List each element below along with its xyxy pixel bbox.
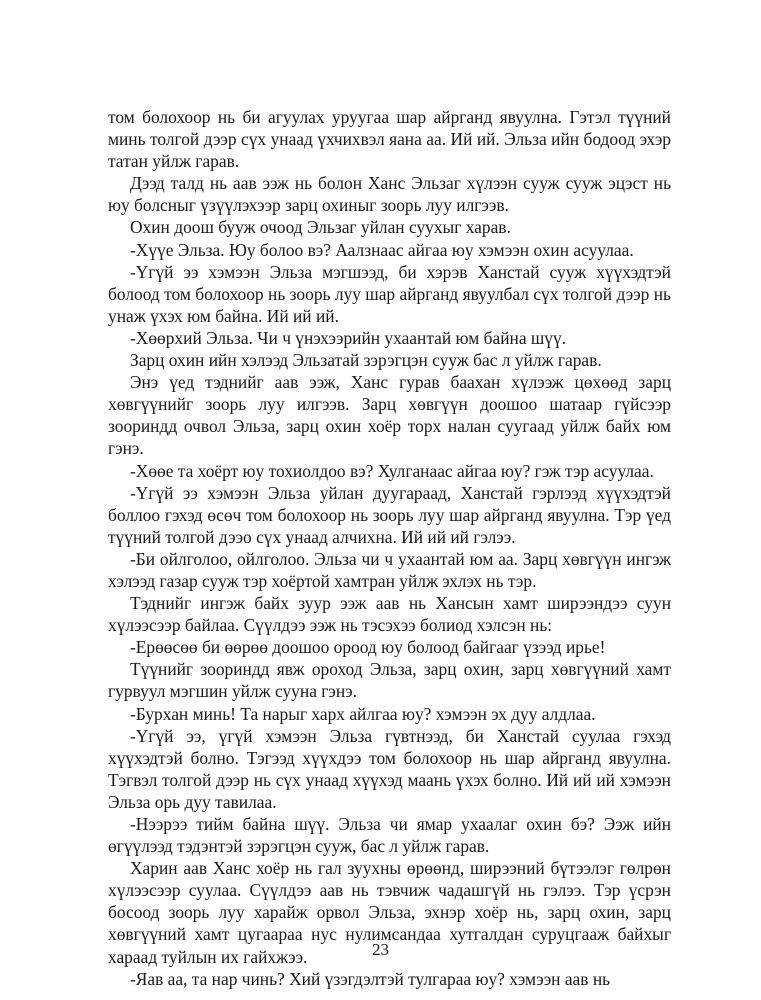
paragraph: -Хөөе та хоёрт юу тохиолдоо вэ? Хулганаас айгаа юу? гэж тэр асуулаа. [130,460,654,481]
paragraph: -Бурхан минь! Та нарыг харх айлгаа юу? хэмээн эх дуу алдлаа. [130,703,596,724]
paragraph: Энэ үед тэднийг аав ээж, Ханс гурав баахан хүлээж цөхөөд зарц хөвгүүнийг зоорь луу илгээв. Зарц хөвгүүн доошоо шатаар гүйсээр зоориндд очвол Эльза, зарц охин хоёр торх налан суугаад уйлж байх юм гэнэ. [108,372,671,459]
paragraph: -Хүүе Эльза. Юу болоо вэ? Аалзнаас айгаа юу хэмээн охин асуулаа. [130,239,634,260]
paragraph: Дээд талд нь аав ээж нь болон Ханс Эльзаг хүлээн сууж сууж эцэст нь юу болсныг үзүүлэхээр зарц охиныг зоорь луу илгээв. [108,173,671,216]
paragraph: Зарц охин ийн хэлээд Эльзатай зэрэгцэн сууж бас л уйлж гарав. [130,350,602,371]
page-number: 23 [372,940,389,959]
paragraph: -Яав аа, та нар чинь? Хий үзэгдэлтэй тулгараа юу? хэмээн аав нь [130,968,611,989]
paragraph: -Би ойлголоо, ойлголоо. Эльза чи ч ухаантай юм аа. Зарц хөвгүүн ингэж хэлээд газар сууж тэр хоёртой хамтран уйлж эхлэх нь тэр. [108,548,671,591]
body-text [108,106,671,990]
paragraph: Охин доош бууж очоод Эльзаг уйлан суухыг харав. [130,217,511,238]
paragraph: -Үгүй ээ хэмээн Эльза уйлан дуугараад, Ханстай гэрлээд хүүхэдтэй боллоо гэхэд өсөч том болохоор нь зоорь луу шар айрганд явуулна. Тэр үед түүний толгой дээо сүх унаад алчихна. Ий ий ий гэлээ. [108,482,671,547]
paragraph: -Үгүй ээ, үгүй хэмээн Эльза гүвтнээд, би Ханстай суулаа гэхэд хүүхэдтэй болно. Тэгээд хүүхдээ том болохоор нь шар айрганд явуулна. Тэгвэл толгой дээр нь сүх унаад хүүхэд маань үхэх болно. Ий ий ий хэмээн Эльза орь дуу тавилаа. [108,725,671,812]
paragraph: Харин аав Ханс хоёр нь гал зуухны өрөөнд, ширээний бүтээлэг гөлрөн хүлээсээр суулаа. Сүүлдээ аав нь тэвчиж чадашгүй нь гэлээ. Тэр үсрэн босоод зоорь луу харайж орвол Эльза, эхнэр хоёр нь, зарц охин, зарц хөвгүүний хамт цугаараа нус нулимсандаа хутгалдан суруцгааж байхыг хараад туйлын их гайхжээ. [108,858,671,967]
paragraph: -Нээрээ тийм байна шүү. Эльза чи ямар ухаалаг охин бэ? Ээж ийн өгүүлээд тэдэнтэй зэрэгцэн сууж, бас л уйлж гарав. [108,814,671,857]
paragraph: Тэднийг ингэж байх зуур ээж аав нь Хансын хамт ширээндээ суун хүлээсээр байлаа. Сүүлдээ ээж нь тэсэхээ болиод хэлсэн нь: [108,593,671,636]
paragraph: -Үгүй ээ хэмээн Эльза мэгшээд, би хэрэв Ханстай сууж хүүхэдтэй болоод том болохоор нь зоорь луу шар айрганд явуулбал сүх толгой дээр нь унаж үхэх юм байна. Ий ий ий. [108,261,671,326]
paragraph: -Хөөрхий Эльза. Чи ч үнэхээрийн ухаантай юм байна шүү. [130,327,567,348]
paragraph: -Ерөөсөө би өөрөө доошоо ороод юу болоод байгааг үзээд ирье! [130,637,606,658]
paragraph: Түүнийг зоориндд явж ороход Эльза, зарц охин, зарц хөвгүүний хамт гурвуул мэгшин уйлж сууна гэнэ. [108,659,671,702]
paragraph: том болохоор нь би агуулах уруугаа шар айрганд явуулна. Гэтэл түүний минь толгой дээр сүх унаад үхчихвэл яана аа. Ий ий. Эльза ийн бодоод эхэр татан уйлж гарав. [108,107,671,172]
